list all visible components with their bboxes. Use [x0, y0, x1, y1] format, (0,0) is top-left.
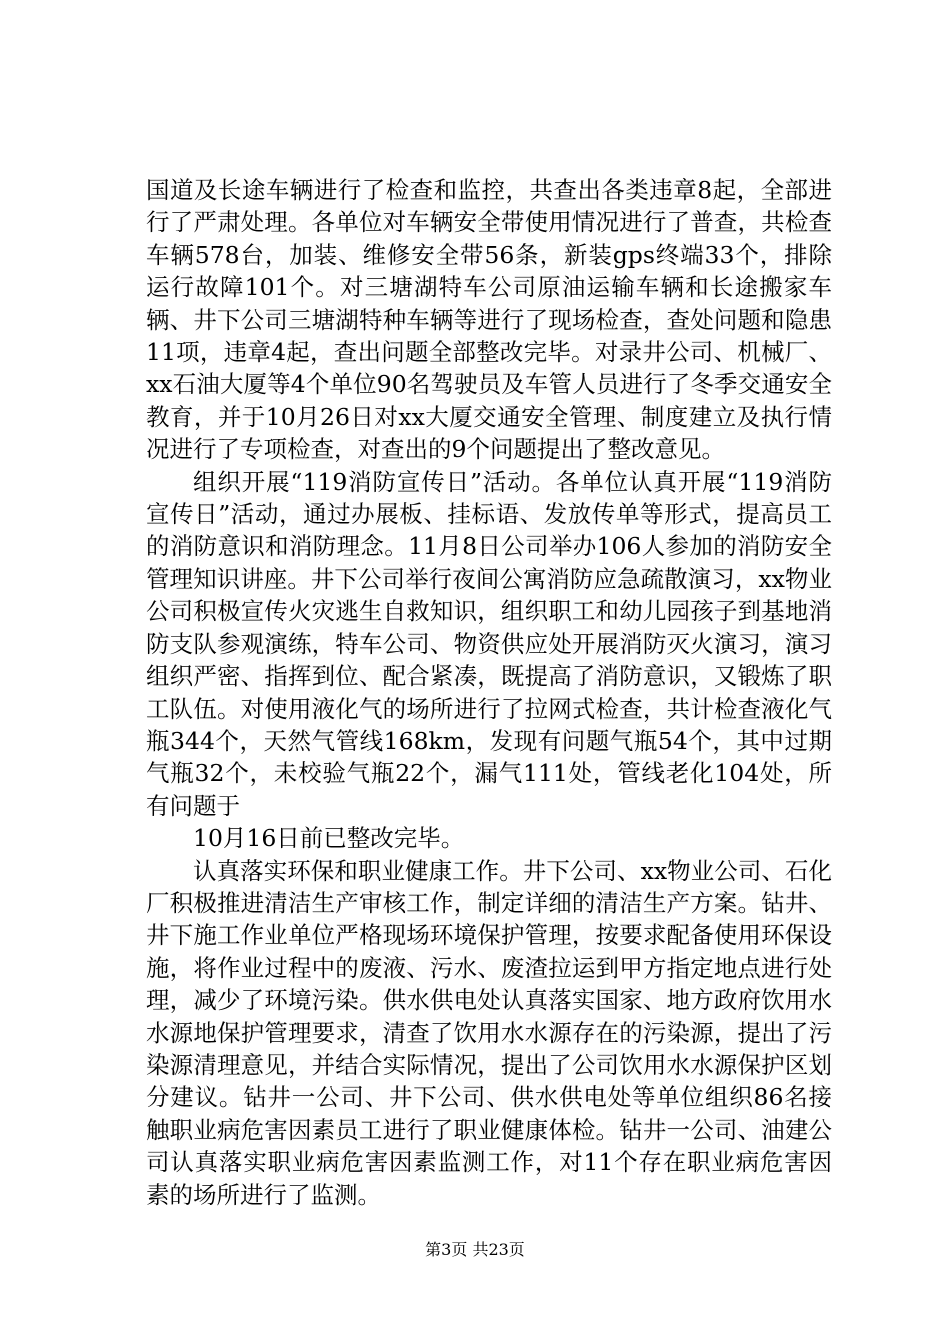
paragraph-fire-safety-continued: 10月16日前已整改完毕。 [193, 824, 465, 853]
page-number-footer: 第3页 共23页 [425, 1240, 525, 1259]
paragraph-fire-safety: 组织开展“119消防宣传日”活动。各单位认真开展“119消防宣传日”活动，通过办展板、挂标语、发放传单等形式，提高员工的消防意识和消防理念。11月8日公司举办106人参加的消防安全管理知识讲座。井下公司举行夜间公寓消防应急疏散演习，xx物业公司积极宣传火灾逃生自救知识，组织职工和幼儿园孩子到基地消防支队参观演练，特车公司、物资供应处开展消防灭火演习，演习组织严密、指挥到位、配合紧凑，既提高了消防意识，又锻炼了职工队伍。对使用液化气的场所进行了拉网式检查，共计检查液化气瓶344个，天然气管线168km，发现有问题气瓶54个，其中过期气瓶32个，未校验气瓶22个，漏气111处，管线老化104处，所有问题于 [146, 467, 832, 820]
document-body [146, 174, 832, 1211]
paragraph-traffic-safety: 国道及长途车辆进行了检查和监控，共查出各类违章8起，全部进行了严肃处理。各单位对车辆安全带使用情况进行了普查，共检查车辆578台，加装、维修安全带56条，新装gps终端33个，排除运行故障101个。对三塘湖特车公司原油运输车辆和长途搬家车辆、井下公司三塘湖特种车辆等进行了现场检查，查处问题和隐患11项，违章4起，查出问题全部整改完毕。对录井公司、机械厂、xx石油大厦等4个单位90名驾驶员及车管人员进行了冬季交通安全教育，并于10月26日对xx大厦交通安全管理、制度建立及执行情况进行了专项检查，对查出的9个问题提出了整改意见。 [146, 176, 832, 464]
paragraph-environment-health: 认真落实环保和职业健康工作。井下公司、xx物业公司、石化厂积极推进清洁生产审核工作，制定详细的清洁生产方案。钻井、井下施工作业单位严格现场环境保护管理，按要求配备使用环保设施，将作业过程中的废液、污水、废渣拉运到甲方指定地点进行处理，减少了环境污染。供水供电处认真落实国家、地方政府饮用水水源地保护管理要求，清查了饮用水水源存在的污染源，提出了污染源清理意见，并结合实际情况，提出了公司饮用水水源保护区划分建议。钻井一公司、井下公司、供水供电处等单位组织86名接触职业病危害因素员工进行了职业健康体检。钻井一公司、油建公司认真落实职业病危害因素监测工作，对11个存在职业病危害因素的场所进行了监测。 [146, 856, 832, 1209]
